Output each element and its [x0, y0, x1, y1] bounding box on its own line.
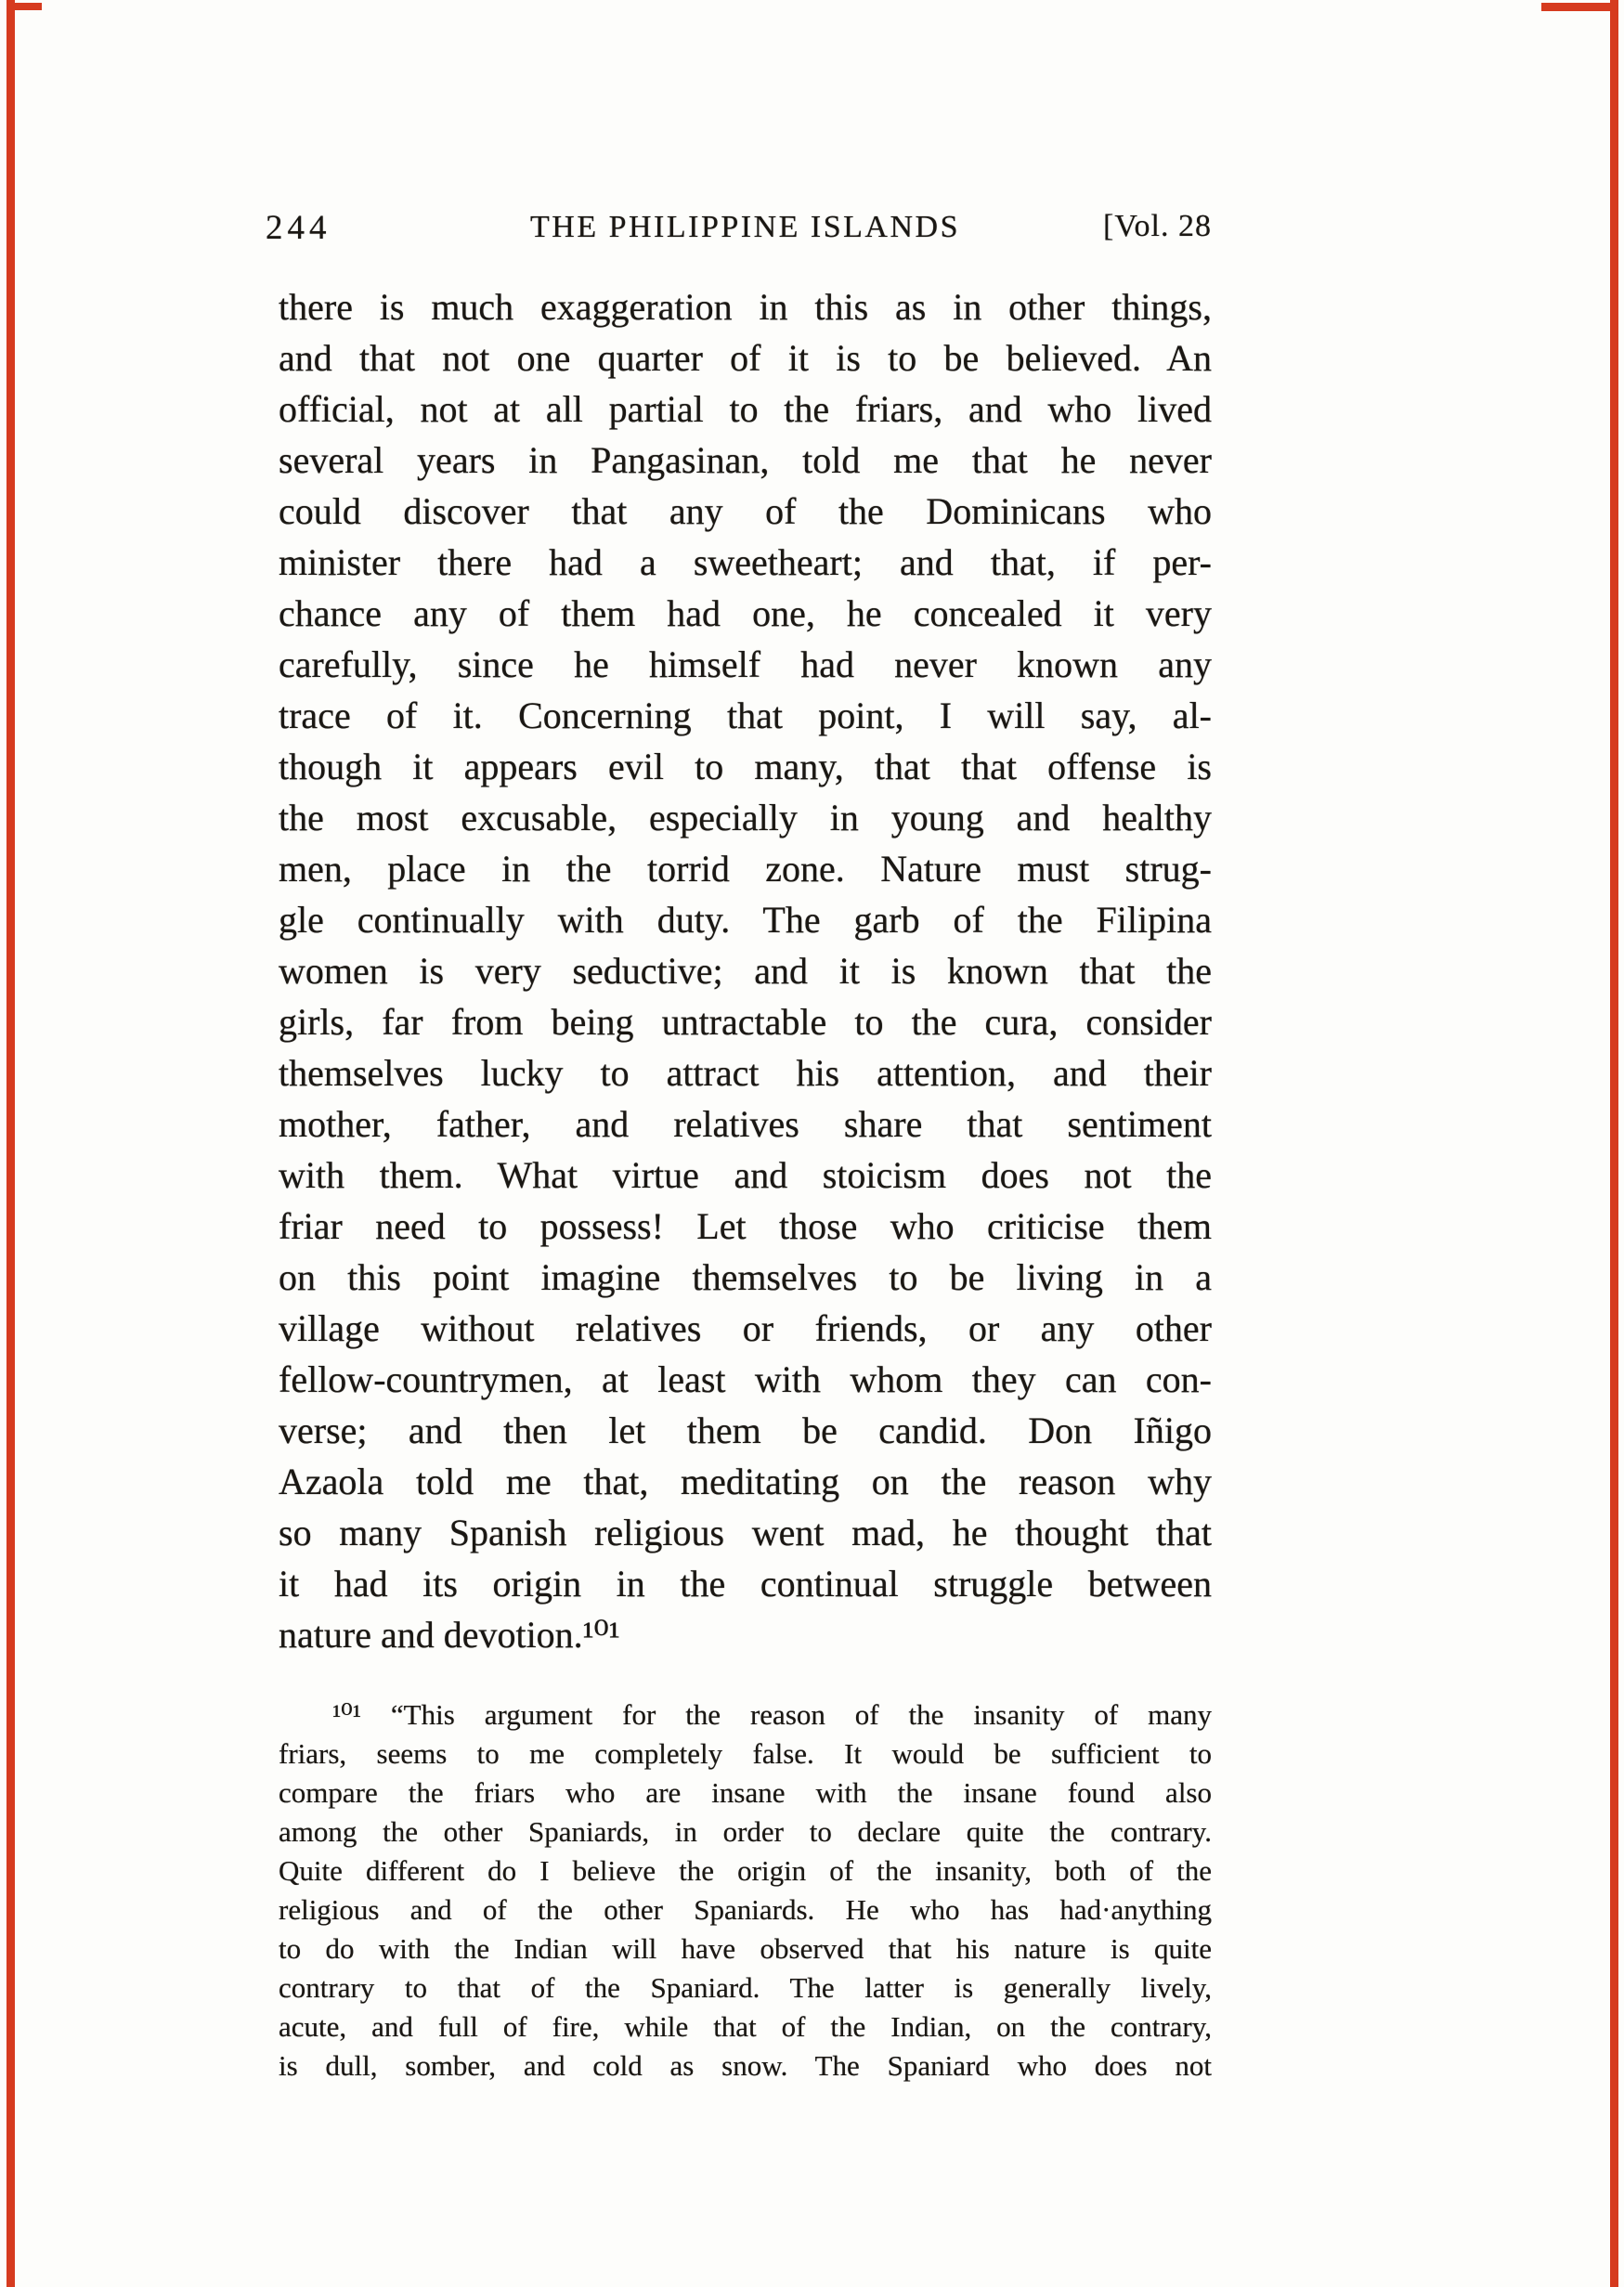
body-text-line: with them. What virtue and stoicism does not the — [279, 1154, 1212, 1196]
body-text-line: chance any of them had one, he concealed it very — [279, 592, 1212, 634]
body-text-line: gle continually with duty. The garb of the Filipina — [279, 899, 1212, 941]
body-text-line: men, place in the torrid zone. Nature must strug- — [279, 848, 1212, 890]
scan-edge-top-left — [6, 3, 42, 10]
body-text-line: mother, father, and relatives share that sentiment — [279, 1103, 1212, 1145]
footnote-line: religious and of the other Spaniards. He who has had·anything — [279, 1893, 1212, 1926]
body-text-line: official, not at all partial to the friars, and who lived — [279, 388, 1212, 430]
body-text-line: on this point imagine themselves to be living in a — [279, 1256, 1212, 1298]
body-text-line: could discover that any of the Dominicans who — [279, 490, 1212, 532]
body-text-line: carefully, since he himself had never known any — [279, 643, 1212, 685]
body-text-line: themselves lucky to attract his attention, and their — [279, 1052, 1212, 1094]
body-text-line: verse; and then let them be candid. Don Iñigo — [279, 1410, 1212, 1451]
body-text-line: women is very seductive; and it is known that the — [279, 950, 1212, 992]
footnote-line: is dull, somber, and cold as snow. The Spaniard who does not — [279, 2049, 1212, 2082]
footnote-block — [279, 1696, 1212, 2086]
running-header — [266, 206, 1212, 249]
body-text-line: trace of it. Concerning that point, I will say, al- — [279, 695, 1212, 736]
footnote-line: contrary to that of the Spaniard. The latter is generally lively, — [279, 1971, 1212, 2004]
body-text-line: village without relatives or friends, or any other — [279, 1307, 1212, 1349]
body-text-line: fellow-countrymen, at least with whom they can con- — [279, 1358, 1212, 1400]
body-text-line: several years in Pangasinan, told me that he never — [279, 439, 1212, 481]
scan-edge-top-right — [1541, 3, 1618, 11]
body-text-line: friar need to possess! Let those who criticise them — [279, 1205, 1212, 1247]
page-title: THE PHILIPPINE ISLANDS — [530, 210, 960, 244]
volume-label: [Vol. 28 — [1103, 209, 1212, 243]
body-text-line: it had its origin in the continual struggle between — [279, 1563, 1212, 1605]
body-text-line: the most excusable, especially in young and healthy — [279, 797, 1212, 838]
scan-edge-right — [1610, 0, 1618, 2287]
footnote-line: ¹⁰¹ “This argument for the reason of the insanity of many — [332, 1698, 1212, 1731]
body-text-line: nature and devotion.¹⁰¹ — [279, 1614, 620, 1656]
footnote-line: to do with the Indian will have observed that his nature is quite — [279, 1932, 1212, 1965]
footnote-line: friars, seems to me completely false. It would be sufficient to — [279, 1737, 1212, 1770]
body-text-line: so many Spanish religious went mad, he thought that — [279, 1512, 1212, 1553]
body-text-line: girls, far from being untractable to the cura, consider — [279, 1001, 1212, 1043]
body-text-line: and that not one quarter of it is to be believed. An — [279, 337, 1212, 379]
page-number: 244 — [266, 209, 331, 247]
body-text-line: Azaola told me that, meditating on the reason why — [279, 1461, 1212, 1502]
footnote-line: acute, and full of fire, while that of the Indian, on the contrary, — [279, 2010, 1212, 2043]
body-text-block — [279, 281, 1212, 1660]
footnote-line: compare the friars who are insane with the insane found also — [279, 1776, 1212, 1809]
body-text-line: minister there had a sweetheart; and that, if per- — [279, 541, 1212, 583]
scan-edge-left — [6, 0, 15, 2287]
footnote-line: among the other Spaniards, in order to declare quite the contrary. — [279, 1815, 1212, 1848]
footnote-line: Quite different do I believe the origin of the insanity, both of the — [279, 1854, 1212, 1887]
body-text-line: there is much exaggeration in this as in other things, — [279, 286, 1212, 328]
body-text-line: though it appears evil to many, that that offense is — [279, 746, 1212, 787]
